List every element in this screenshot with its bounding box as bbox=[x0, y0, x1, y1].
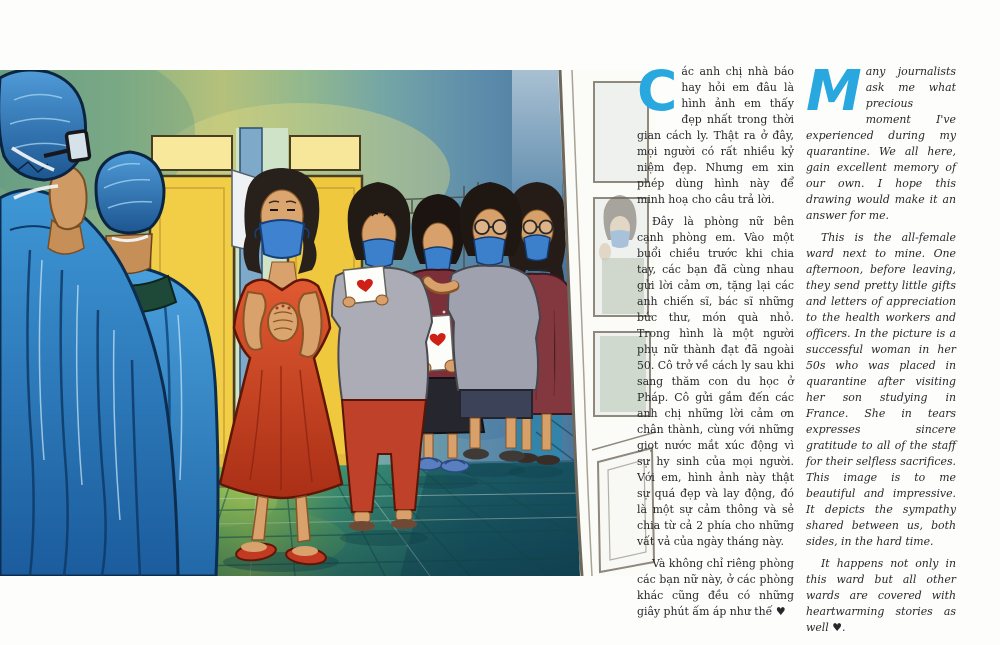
english-paragraph-2: This is the all-female ward next to mine. One afternoon, before leaving, they send pretty little gifts and letters of appreciation to the health workers and officers. In the picture is a successful woman in her 50s who was placed in quarantine after visiting her son studying in France. She in tears expresses sincere gratitude to all of the staff for their selfless sacrifices. This image is to me beautiful and impressive. It depicts the sympathy shared between us, both sides, in the hard time. bbox=[806, 231, 956, 548]
watercolor-scene bbox=[0, 70, 656, 576]
face-mask bbox=[424, 247, 452, 273]
english-paragraph-1 bbox=[806, 59, 956, 224]
face-mask bbox=[260, 220, 304, 258]
face-mask bbox=[610, 230, 630, 248]
vietnamese-paragraph-1 bbox=[637, 59, 794, 208]
drop-cap-m: M bbox=[806, 59, 860, 124]
vietnamese-paragraph-2: Đây là phòng nữ bên cạnh phòng em. Vào một buổi chiều trước khi chia tay, các bạn đã cùng nhau gửi lời cảm ơn, tặng lại các anh chiến sĩ, bác sĩ những bức thư, món quà nhỏ. Trong hình là một người phụ nữ thành đạt đã ngoài 50. Cô trở về cách ly sau khi sang thăm con du học ở Pháp. Cô gửi gắm đến các anh chị những lời cảm ơn chân thành, cùng với những giọt nước mắt xúc động vì sự hy sinh của mọi người. Với em, hình ảnh này thật sự quá đẹp và lay động, đó là một sự cảm thông và sẻ chia từ cả 2 phía cho những vất vả của ngày tháng này. bbox=[637, 215, 794, 548]
drop-cap-c: C bbox=[637, 59, 676, 123]
clasped-hands bbox=[268, 303, 298, 341]
vietnamese-paragraph-1-text: ác anh chị nhà báo hay hỏi em đâu là hình ảnh em thấy đẹp nhất trong thời gian cách ly. Thật ra ở đây, mọi người có rất nhiều kỷ niệm đẹp. Nhưng em xin phép dùng hình này để minh hoạ cho câu trả lời. bbox=[637, 65, 794, 206]
english-paragraph-1-text: any journalists ask me what precious moment I've experienced during my quarantine. We all here, gain excellent memory of our own. I hope this drawing would make it an answer for me. bbox=[806, 65, 956, 222]
english-column bbox=[806, 59, 956, 642]
vietnamese-column bbox=[637, 59, 794, 626]
face-mask bbox=[363, 239, 395, 267]
english-paragraph-3: It happens not only in this ward but all other wards are covered with heartwarming stories as well ♥. bbox=[806, 557, 956, 634]
dark-shorts bbox=[460, 390, 532, 418]
face-mask bbox=[524, 235, 550, 261]
face-mask bbox=[474, 237, 505, 265]
quarantine-ward-illustration bbox=[0, 70, 656, 576]
vietnamese-paragraph-3: Và không chỉ riêng phòng các bạn nữ này, ở các phòng khác cũng đều có những giây phút ấm áp như thế ♥ bbox=[637, 557, 794, 618]
